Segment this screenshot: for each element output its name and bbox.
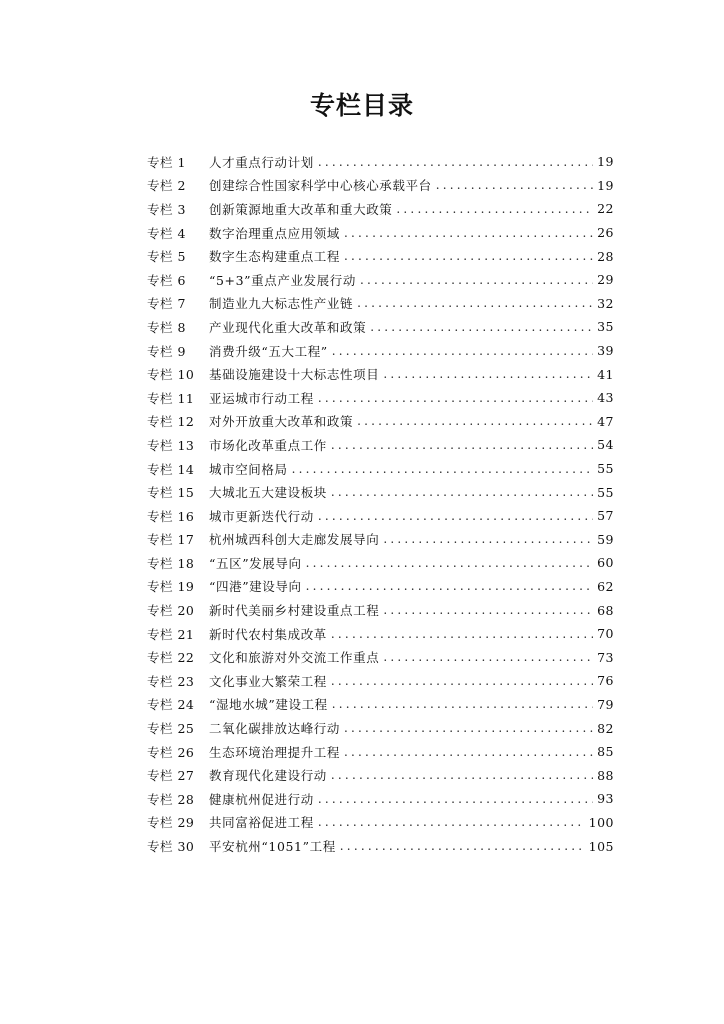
toc-entry-title: 数字治理重点应用领域 (209, 225, 341, 241)
toc-entry-title: 城市更新迭代行动 (209, 508, 314, 524)
dot-leader (360, 273, 593, 287)
dot-leader (436, 178, 593, 192)
toc-entry-page-number: 39 (597, 343, 614, 359)
toc-entry-label: 专栏 16 (147, 508, 195, 524)
toc-entry[interactable] (147, 575, 614, 599)
toc-entry-label: 专栏 28 (147, 791, 195, 807)
toc-entry-label: 专栏 23 (147, 673, 195, 689)
toc-entry-title: 新时代农村集成改革 (209, 626, 327, 642)
toc-entry-label: 专栏 5 (147, 249, 186, 265)
toc-entry[interactable] (147, 716, 614, 740)
toc-entry-page-number: 100 (588, 814, 614, 830)
toc-entry-title: 大城北五大建设板块 (209, 485, 327, 501)
toc-entry-title: 生态环境治理提升工程 (209, 744, 341, 760)
toc-entry[interactable] (147, 811, 614, 835)
toc-entry-page-number: 55 (597, 461, 614, 477)
toc-entry-label: 专栏 20 (147, 603, 195, 619)
toc-entry-page-number: 79 (597, 696, 614, 712)
toc-entry-page-number: 57 (597, 508, 614, 524)
toc-entry[interactable] (147, 693, 614, 717)
toc-entry-title: 新时代美丽乡村建设重点工程 (209, 603, 380, 619)
toc-entry-label: 专栏 21 (147, 626, 195, 642)
toc-entry-title: 创新策源地重大改革和重大政策 (209, 201, 393, 217)
dot-leader (318, 155, 593, 169)
toc-entry-page-number: 76 (597, 673, 614, 689)
toc-entry-page-number: 88 (597, 767, 614, 783)
toc-entry-title: 城市空间格局 (209, 461, 288, 477)
toc-entry[interactable] (147, 197, 614, 221)
toc-entry-page-number: 60 (597, 555, 614, 571)
dot-leader (340, 839, 585, 853)
dot-leader (332, 697, 593, 711)
toc-entry-title: 文化事业大繁荣工程 (209, 673, 327, 689)
toc-entry-page-number: 43 (597, 390, 614, 406)
dot-leader (331, 674, 593, 688)
toc-entry[interactable] (147, 622, 614, 646)
toc-entry-page-number: 59 (597, 531, 614, 547)
dot-leader (292, 462, 593, 476)
toc-entry-label: 专栏 2 (147, 178, 186, 194)
toc-entry[interactable] (147, 645, 614, 669)
toc-entry-page-number: 26 (597, 225, 614, 241)
toc-entry-page-number: 93 (597, 791, 614, 807)
toc-entry-page-number: 41 (597, 366, 614, 382)
toc-entry[interactable] (147, 386, 614, 410)
toc-entry-label: 专栏 6 (147, 272, 186, 288)
toc-entry[interactable] (147, 834, 614, 858)
toc-entry[interactable] (147, 268, 614, 292)
toc-entry-title: 文化和旅游对外交流工作重点 (209, 650, 380, 666)
toc-entry-page-number: 19 (597, 154, 614, 170)
toc-entry-page-number: 73 (597, 649, 614, 665)
dot-leader (396, 202, 593, 216)
toc-entry-title: “5+3”重点产业发展行动 (209, 272, 356, 288)
page-title: 专栏目录 (309, 91, 414, 120)
toc-entry-title: 杭州城西科创大走廊发展导向 (209, 532, 380, 548)
toc-entry-page-number: 62 (597, 578, 614, 594)
dot-leader (306, 556, 594, 570)
toc-entry-label: 专栏 17 (147, 532, 195, 548)
toc-entry-title: 制造业九大标志性产业链 (209, 296, 354, 312)
toc-entry-title: 基础设施建设十大标志性项目 (209, 367, 380, 383)
toc-entry-label: 专栏 13 (147, 437, 195, 453)
toc-entry[interactable] (147, 150, 614, 174)
toc-entry[interactable] (147, 457, 614, 481)
toc-entry-title: 创建综合性国家科学中心核心承载平台 (209, 178, 432, 194)
toc-entry-label: 专栏 9 (147, 343, 186, 359)
toc-entry-label: 专栏 24 (147, 697, 195, 713)
toc-entry[interactable] (147, 315, 614, 339)
toc-entry-page-number: 55 (597, 484, 614, 500)
dot-leader (332, 344, 593, 358)
toc-entry-label: 专栏 12 (147, 414, 195, 430)
dot-leader (383, 367, 593, 381)
dot-leader (383, 532, 593, 546)
toc-entry-label: 专栏 18 (147, 555, 195, 571)
toc-entry-label: 专栏 30 (147, 839, 195, 855)
toc-entry-label: 专栏 7 (147, 296, 186, 312)
toc-entry-title: “五区”发展导向 (209, 555, 302, 571)
toc-entry-label: 专栏 22 (147, 650, 195, 666)
dot-leader (357, 414, 593, 428)
toc-entry-title: 教育现代化建设行动 (209, 768, 327, 784)
toc-entry[interactable] (147, 480, 614, 504)
toc-entry[interactable] (147, 504, 614, 528)
dot-leader (318, 509, 593, 523)
toc-entry-label: 专栏 29 (147, 815, 195, 831)
toc-entry-page-number: 19 (597, 177, 614, 193)
toc-list (147, 150, 614, 858)
toc-entry-title: 健康杭州促进行动 (209, 791, 314, 807)
toc-entry[interactable] (147, 598, 614, 622)
toc-entry-title: 产业现代化重大改革和政策 (209, 319, 367, 335)
dot-leader (383, 650, 593, 664)
toc-entry-label: 专栏 1 (147, 154, 186, 170)
toc-entry-label: 专栏 15 (147, 485, 195, 501)
toc-entry-label: 专栏 4 (147, 225, 186, 241)
toc-entry-page-number: 70 (597, 626, 614, 642)
toc-entry-page-number: 32 (597, 295, 614, 311)
toc-entry-title: 市场化改革重点工作 (209, 437, 327, 453)
toc-entry-page-number: 54 (597, 437, 614, 453)
toc-entry[interactable] (147, 763, 614, 787)
toc-entry-page-number: 47 (597, 413, 614, 429)
toc-entry[interactable] (147, 433, 614, 457)
toc-entry-page-number: 35 (597, 319, 614, 335)
dot-leader (331, 627, 593, 641)
toc-entry-label: 专栏 14 (147, 461, 195, 477)
toc-entry[interactable] (147, 174, 614, 198)
toc-entry-label: 专栏 8 (147, 319, 186, 335)
dot-leader (357, 296, 593, 310)
dot-leader (331, 485, 593, 499)
toc-entry[interactable] (147, 528, 614, 552)
toc-entry[interactable] (147, 221, 614, 245)
toc-entry-label: 专栏 19 (147, 579, 195, 595)
dot-leader (344, 249, 593, 263)
toc-entry-page-number: 29 (597, 272, 614, 288)
toc-entry[interactable] (147, 787, 614, 811)
toc-entry[interactable] (147, 410, 614, 434)
dot-leader (318, 391, 593, 405)
toc-entry-title: “四港”建设导向 (209, 579, 302, 595)
toc-entry-title: 对外开放重大改革和政策 (209, 414, 354, 430)
toc-entry-label: 专栏 10 (147, 367, 195, 383)
toc-entry-title: 平安杭州“1051”工程 (209, 839, 336, 855)
toc-entry-page-number: 105 (588, 838, 614, 854)
dot-leader (344, 226, 593, 240)
dot-leader (331, 768, 593, 782)
toc-entry-title: 二氧化碳排放达峰行动 (209, 721, 341, 737)
toc-entry-label: 专栏 27 (147, 768, 195, 784)
toc-entry-title: “湿地水城”建设工程 (209, 697, 328, 713)
dot-leader (331, 438, 593, 452)
toc-entry[interactable] (147, 362, 614, 386)
toc-entry[interactable] (147, 292, 614, 316)
toc-entry-page-number: 28 (597, 248, 614, 264)
toc-entry-title: 消费升级“五大工程” (209, 343, 328, 359)
toc-entry-page-number: 85 (597, 744, 614, 760)
toc-entry[interactable] (147, 551, 614, 575)
toc-entry-label: 专栏 11 (147, 390, 195, 406)
toc-entry-title: 数字生态构建重点工程 (209, 249, 341, 265)
toc-entry-title: 共同富裕促进工程 (209, 815, 314, 831)
toc-entry[interactable] (147, 669, 614, 693)
dot-leader (370, 320, 593, 334)
toc-entry-label: 专栏 3 (147, 201, 186, 217)
toc-entry[interactable] (147, 740, 614, 764)
toc-entry-title: 人才重点行动计划 (209, 154, 314, 170)
toc-entry-title: 亚运城市行动工程 (209, 390, 314, 406)
dot-leader (318, 815, 585, 829)
dot-leader (344, 721, 593, 735)
toc-entry-page-number: 82 (597, 720, 614, 736)
dot-leader (383, 603, 593, 617)
toc-entry-page-number: 22 (597, 201, 614, 217)
toc-entry-label: 专栏 26 (147, 744, 195, 760)
dot-leader (344, 745, 593, 759)
dot-leader (318, 792, 593, 806)
toc-entry-label: 专栏 25 (147, 721, 195, 737)
toc-entry-page-number: 68 (597, 602, 614, 618)
toc-entry[interactable] (147, 244, 614, 268)
toc-entry[interactable] (147, 339, 614, 363)
dot-leader (306, 579, 594, 593)
